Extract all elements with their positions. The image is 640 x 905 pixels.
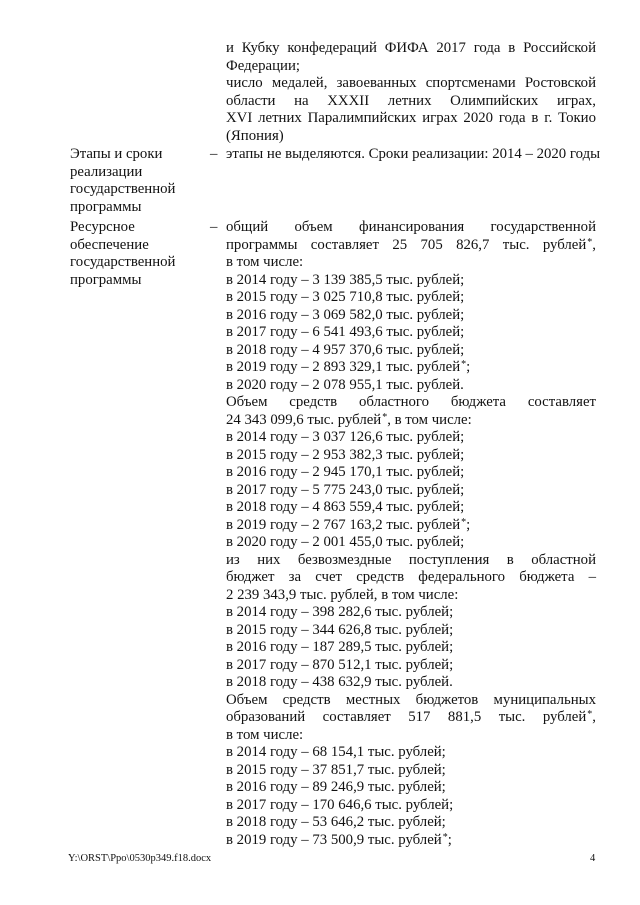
- resource-line-text: в том числе:: [226, 726, 304, 743]
- resource-line-text: в 2015 году – 2 953 382,3 тыс. рублей;: [226, 446, 465, 463]
- resource-line-tail: ,: [592, 709, 596, 725]
- footnote-asterisk: *: [442, 831, 448, 843]
- top-line: число медалей, завоеванных спортсменами Ростовской: [226, 75, 596, 91]
- resource-line: [226, 639, 596, 657]
- stages-dash: –: [210, 146, 218, 162]
- resource-line: [226, 254, 596, 272]
- resource-line: [226, 447, 596, 465]
- resource-line-text: в 2015 году – 3 025 710,8 тыс. рублей;: [226, 289, 465, 305]
- resource-line-text: 2 239 343,9 тыс. рублей, в том числе:: [226, 586, 459, 603]
- resource-line-tail: ,: [592, 236, 596, 253]
- resource-line: [226, 692, 596, 710]
- resource-line-text: образований составляет 517 881,5 тыс. рублей: [226, 709, 587, 725]
- resource-line-text: программы составляет 25 705 826,7 тыс. рублей: [226, 236, 587, 253]
- resource-line-text: в том числе:: [226, 254, 304, 270]
- resource-line: [226, 517, 596, 535]
- resource-line-text: в 2016 году – 2 945 170,1 тыс. рублей;: [226, 464, 465, 480]
- resource-line: [226, 412, 596, 430]
- resource-line-text: в 2020 году – 2 078 955,1 тыс. рублей.: [226, 376, 464, 393]
- resource-line-tail: ;: [447, 831, 452, 848]
- resource-line-text: в 2017 году – 870 512,1 тыс. рублей;: [226, 656, 454, 673]
- footer-file-path: Y:\ORST\Ppo\0530p349.f18.docx: [68, 853, 212, 864]
- footer-page-number: 4: [590, 853, 596, 864]
- resource-line: [226, 237, 596, 255]
- resource-line: [226, 534, 596, 552]
- footnote-asterisk: *: [382, 411, 388, 423]
- resources-label-line: Ресурсное: [70, 219, 135, 235]
- resource-line: [226, 482, 596, 500]
- resource-line-tail: , в том числе:: [387, 411, 472, 428]
- resource-line-text: в 2014 году – 3 139 385,5 тыс. рублей;: [226, 271, 465, 288]
- resource-line: [226, 604, 596, 622]
- resource-line: [226, 289, 596, 307]
- resource-line: [226, 814, 596, 832]
- resource-line-text: в 2018 году – 4 957 370,6 тыс. рублей;: [226, 341, 465, 358]
- resources-label-line: государственной: [70, 254, 176, 270]
- resource-line-text: в 2018 году – 53 646,2 тыс. рублей;: [226, 814, 446, 830]
- resource-line-text: Объем средств областного бюджета составляет: [226, 394, 596, 410]
- resource-line-text: в 2014 году – 68 154,1 тыс. рублей;: [226, 744, 446, 760]
- top-line: и Кубку конфедераций ФИФА 2017 года в Российской: [226, 40, 596, 56]
- resource-line-text: в 2014 году – 3 037 126,6 тыс. рублей;: [226, 429, 465, 445]
- resource-line: [226, 552, 596, 570]
- top-line: области на XXXII летних Олимпийских играх,: [226, 92, 596, 109]
- resource-line-text: в 2018 году – 4 863 559,4 тыс. рублей;: [226, 499, 465, 515]
- resource-line: [226, 307, 596, 325]
- top-line: Федерации;: [226, 57, 300, 74]
- resource-line-tail: ;: [466, 359, 471, 375]
- resource-line: [226, 727, 596, 745]
- resource-line-text: в 2015 году – 37 851,7 тыс. рублей;: [226, 761, 446, 778]
- resource-line-text: в 2016 году – 187 289,5 тыс. рублей;: [226, 639, 454, 655]
- resource-line-text: бюджет за счет средств федерального бюджета –: [226, 569, 596, 585]
- resources-dash: –: [210, 219, 218, 235]
- stages-label-line: государственной: [70, 181, 176, 197]
- resource-line: [226, 674, 596, 692]
- resource-line-text: в 2016 году – 89 246,9 тыс. рублей;: [226, 779, 446, 795]
- resource-line: [226, 762, 596, 780]
- resource-line: [226, 359, 596, 377]
- resource-line: [226, 622, 596, 640]
- resource-line-text: в 2017 году – 170 646,6 тыс. рублей;: [226, 796, 454, 813]
- resource-line: [226, 569, 596, 587]
- resource-line: [226, 377, 596, 395]
- resource-line-text: в 2019 году – 2 767 163,2 тыс. рублей: [226, 516, 461, 533]
- resource-line: [226, 219, 596, 237]
- resource-line-text: в 2019 году – 73 500,9 тыс. рублей: [226, 831, 442, 848]
- stages-label-line: реализации: [70, 163, 143, 180]
- resource-line-text: в 2017 году – 5 775 243,0 тыс. рублей;: [226, 481, 465, 498]
- footnote-asterisk: *: [461, 359, 467, 370]
- resource-line: [226, 779, 596, 797]
- resource-line: [226, 499, 596, 517]
- resource-line-text: Объем средств местных бюджетов муниципальных: [226, 691, 596, 708]
- resource-line-text: в 2018 году – 438 632,9 тыс. рублей.: [226, 674, 453, 690]
- footnote-asterisk: *: [587, 709, 593, 720]
- resource-line-text: общий объем финансирования государственной: [226, 219, 596, 235]
- resource-line: [226, 709, 596, 727]
- stages-text: этапы не выделяются. Сроки реализации: 2014 – 2020 годы: [226, 146, 601, 162]
- resource-line: [226, 394, 596, 412]
- resource-line-text: в 2015 году – 344 626,8 тыс. рублей;: [226, 621, 454, 638]
- resource-line: [226, 587, 596, 605]
- top-line: (Япония): [226, 127, 284, 144]
- footnote-asterisk: *: [461, 516, 467, 528]
- resource-line-text: в 2020 году – 2 001 455,0 тыс. рублей;: [226, 534, 465, 550]
- footnote-asterisk: *: [587, 236, 593, 248]
- resource-line-text: 24 343 099,6 тыс. рублей: [226, 411, 382, 428]
- resource-line: [226, 324, 596, 342]
- stages-label-line: программы: [70, 198, 142, 215]
- resource-line: [226, 832, 596, 850]
- resources-label-line: программы: [70, 271, 142, 288]
- resource-line-text: в 2019 году – 2 893 329,1 тыс. рублей: [226, 359, 461, 375]
- top-line: XVI летних Паралимпийских играх 2020 года в г. Токио: [226, 110, 596, 126]
- resource-line: [226, 464, 596, 482]
- resource-line-text: в 2017 году – 6 541 493,6 тыс. рублей;: [226, 324, 465, 340]
- resource-line: [226, 657, 596, 675]
- resource-line: [226, 429, 596, 447]
- resource-line-text: из них безвозмездные поступления в областной: [226, 551, 596, 568]
- resources-label-line: обеспечение: [70, 236, 149, 253]
- resource-line-text: в 2016 году – 3 069 582,0 тыс. рублей;: [226, 306, 465, 323]
- stages-label-line: Этапы и сроки: [70, 146, 163, 162]
- resource-line-tail: ;: [466, 516, 471, 533]
- resource-line: [226, 744, 596, 762]
- resource-line: [226, 272, 596, 290]
- resource-line: [226, 342, 596, 360]
- resource-line: [226, 797, 596, 815]
- resource-line-text: в 2014 году – 398 282,6 тыс. рублей;: [226, 604, 454, 620]
